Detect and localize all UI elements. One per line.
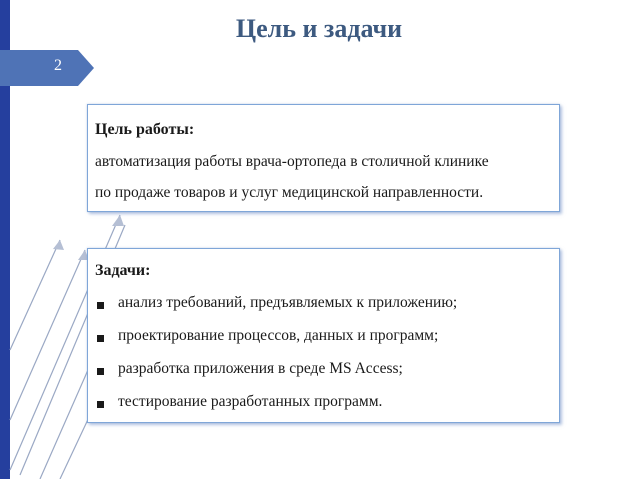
bullet-icon: [97, 368, 104, 375]
bullet-icon: [97, 335, 104, 342]
goal-card: [87, 104, 560, 212]
bullet-icon: [97, 401, 104, 408]
goal-heading: Цель работы:: [95, 121, 195, 138]
tasks-card: [87, 248, 560, 423]
page-title: Цель и задачи: [235, 14, 403, 43]
slide-number-tab: [0, 50, 94, 86]
slide-number: 2: [54, 57, 62, 74]
goal-line-1: автоматизация работы врача-ортопеда в столичной клинике: [95, 153, 489, 170]
task-item-4: тестирование разработанных программ.: [118, 393, 383, 410]
bullet-icon: [97, 302, 104, 309]
tasks-heading: Задачи:: [95, 262, 151, 279]
task-item-2: проектирование процессов, данных и программ;: [118, 327, 439, 344]
task-item-3: разработка приложения в среде MS Access;: [118, 360, 403, 377]
task-item-1: анализ требований, предъявляемых к приложению;: [118, 294, 458, 311]
goal-line-2: по продаже товаров и услуг медицинской направленности.: [95, 184, 484, 201]
